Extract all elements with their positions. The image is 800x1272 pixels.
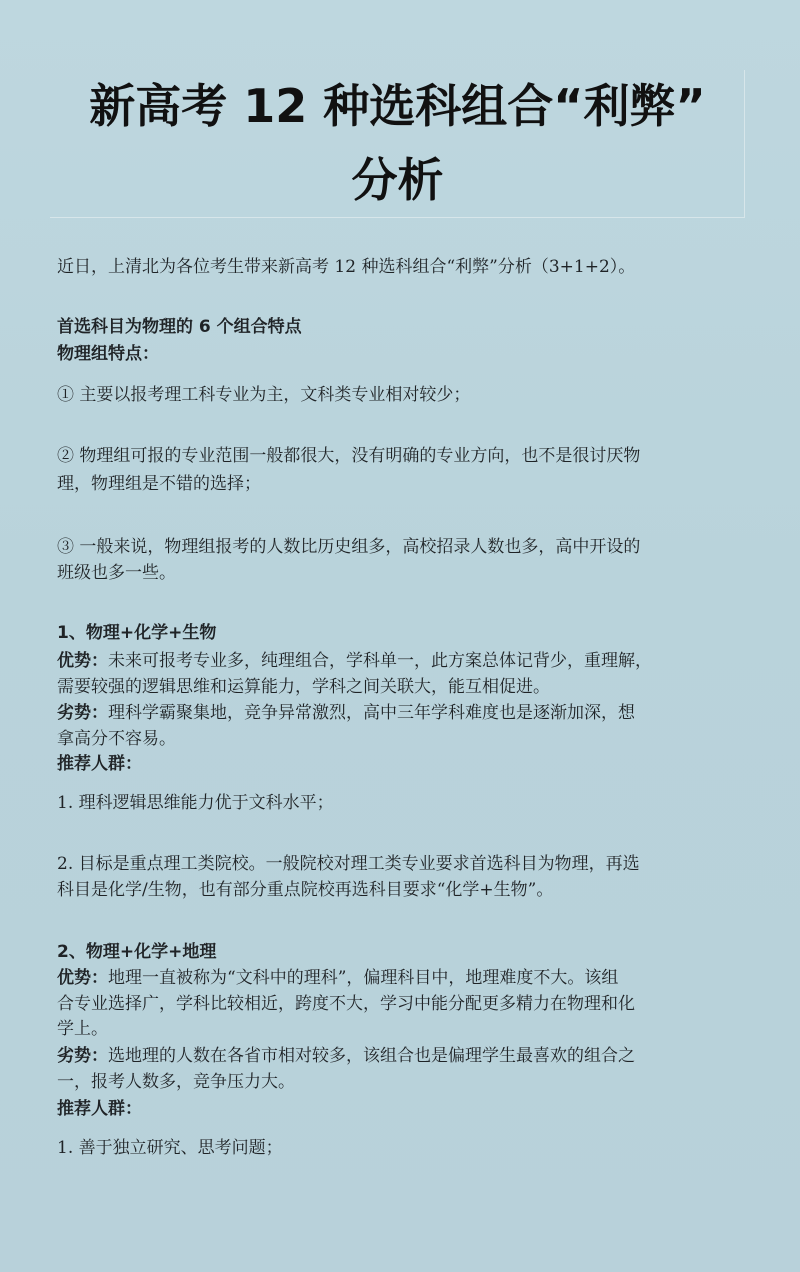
- combo-2-advantage-line-3: 学上。: [57, 1019, 108, 1039]
- combo-1-heading: 1、物理+化学+生物: [57, 623, 217, 643]
- combo-2-recommend-label: 推荐人群：: [57, 1099, 142, 1119]
- page-title-line-1: 新高考 12 种选科组合“利弊”: [89, 79, 706, 133]
- physics-point-3-line-2: 班级也多一些。: [57, 563, 176, 583]
- combo-1-recommend-2-line-1: 2. 目标是重点理工类院校。一般院校对理工类专业要求首选科目为物理，再选: [57, 854, 640, 874]
- combo-1-disadvantage-line-2: 拿高分不容易。: [57, 729, 176, 749]
- disadvantage-label: 劣势：: [57, 1046, 108, 1066]
- combo-2-advantage-line-1: [57, 965, 747, 992]
- combo-1-recommend-label: 推荐人群：: [57, 754, 142, 774]
- combo-1-advantage-line-2: 需要较强的逻辑思维和运算能力，学科之间关联大，能互相促进。: [57, 677, 550, 697]
- combo-2-disadvantage-line-2: 一，报考人数多，竞争压力大。: [57, 1072, 295, 1092]
- advantage-text: 地理一直被称为“文科中的理科”，偏理科目中，地理难度不大。该组: [108, 968, 619, 988]
- disadvantage-label: 劣势：: [57, 703, 108, 723]
- disadvantage-text: 理科学霸聚集地，竞争异常激烈，高中三年学科难度也是逐渐加深，想: [108, 703, 635, 723]
- combo-1-recommend-1: 1. 理科逻辑思维能力优于文科水平；: [57, 793, 334, 813]
- advantage-label: 优势：: [57, 968, 108, 988]
- combo-1-recommend-2-line-2: 科目是化学/生物，也有部分重点院校再选科目要求“化学+生物”。: [57, 880, 554, 900]
- combo-2-disadvantage-line-1: [57, 1043, 747, 1070]
- advantage-label: 优势：: [57, 651, 108, 671]
- page-title-line-2: 分析: [351, 153, 444, 207]
- intro-paragraph: 近日，上清北为各位考生带来新高考 12 种选科组合“利弊”分析（3+1+2）。: [57, 257, 636, 277]
- physics-point-3-line-1: ③ 一般来说，物理组报考的人数比历史组多，高校招录人数也多，高中开设的: [57, 537, 641, 557]
- physics-group-subheading: 物理组特点：: [57, 344, 159, 364]
- physics-point-1: ① 主要以报考理工科专业为主，文科类专业相对较少；: [57, 385, 471, 405]
- combo-1-disadvantage-line-1: [57, 700, 747, 727]
- physics-section-heading: 首选科目为物理的 6 个组合特点: [57, 317, 302, 337]
- combo-2-advantage-line-2: 合专业选择广，学科比较相近，跨度不大，学习中能分配更多精力在物理和化: [57, 994, 635, 1014]
- combo-1-advantage-line-1: [57, 648, 747, 675]
- advantage-text: 未来可报考专业多，纯理组合，学科单一，此方案总体记背少，重理解，: [108, 651, 652, 671]
- physics-point-2-line-2: 理，物理组是不错的选择；: [57, 474, 261, 494]
- disadvantage-text: 选地理的人数在各省市相对较多，该组合也是偏理学生最喜欢的组合之: [108, 1046, 635, 1066]
- title-box: [50, 70, 745, 218]
- combo-2-heading: 2、物理+化学+地理: [57, 942, 217, 962]
- combo-2-recommend-1: 1. 善于独立研究、思考问题；: [57, 1138, 283, 1158]
- physics-point-2-line-1: ② 物理组可报的专业范围一般都很大，没有明确的专业方向，也不是很讨厌物: [57, 446, 641, 466]
